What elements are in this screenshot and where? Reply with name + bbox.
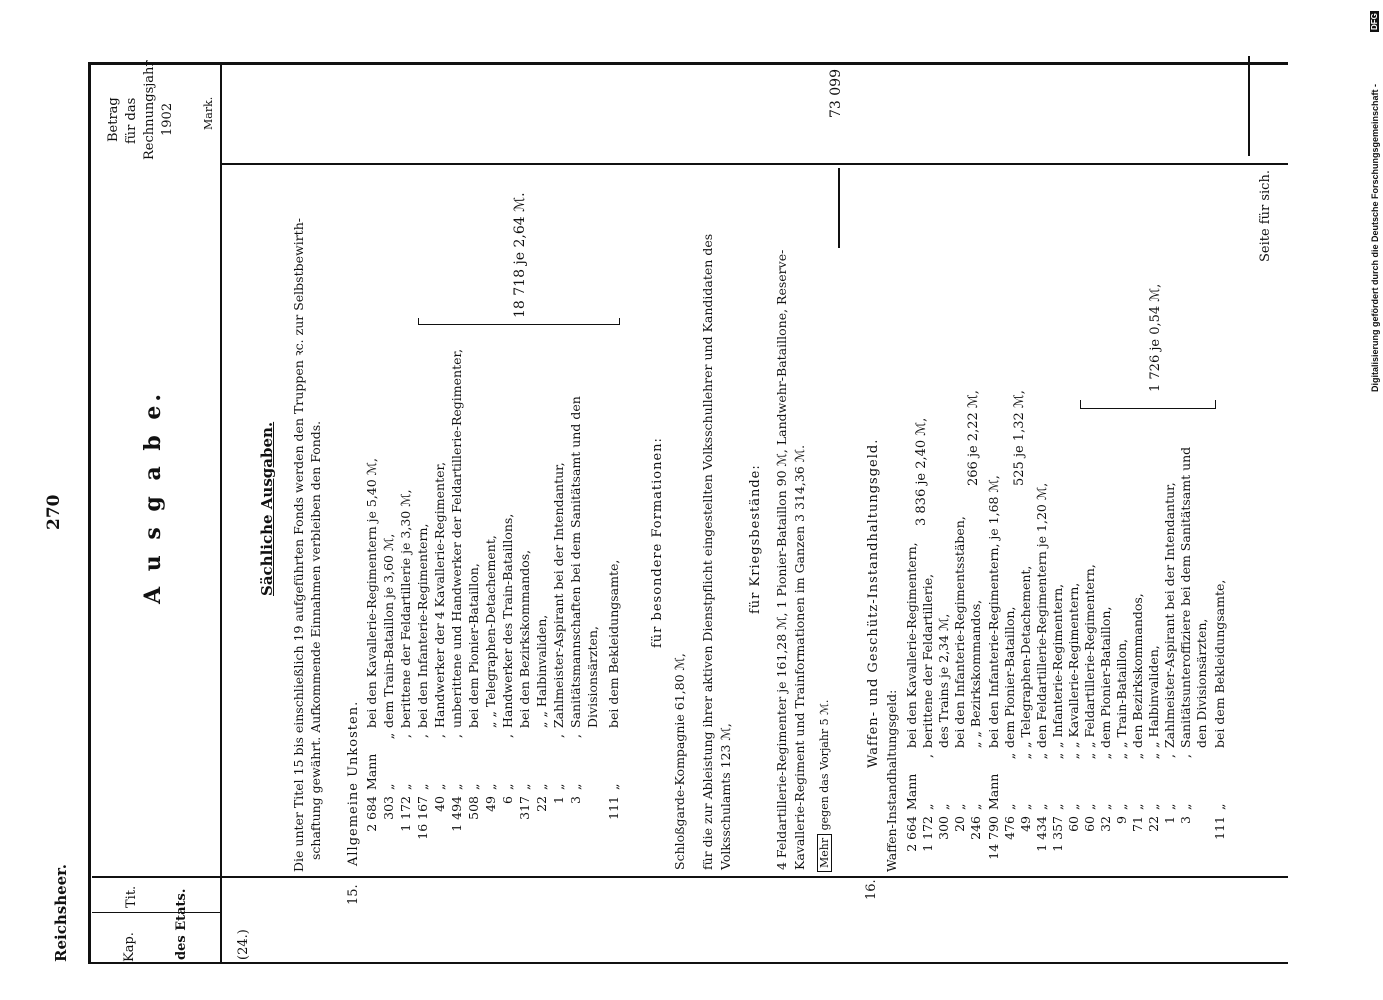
table-row: 49 „ „ „ Telegraphen-Detachement, <box>483 535 498 812</box>
table-row: 3 „ , Sanitätsunteroffiziere bei dem Sanitätsamt und <box>1178 446 1193 824</box>
table-row: 303 „ „ dem Train-Bataillon je 3,60 ℳ, <box>381 533 396 820</box>
column-kap: Kap. <box>122 932 137 962</box>
table-row: 317 „ bei den Bezirkskommandos, <box>517 549 532 820</box>
tit16-big-brace: 1 726 je 0,54 ℳ, <box>1148 283 1163 392</box>
table-row: 300 „ des Trains je 2,34 ℳ, <box>936 613 951 840</box>
table-row: 22 „ „ „ Halbinvaliden, <box>1146 645 1161 832</box>
betrag-header-2: für das <box>124 97 139 144</box>
table-row: 246 „ „ „ Bezirkskommandos, <box>968 599 983 840</box>
table-row: 40 „ , Handwerker der 4 Kavallerie-Regimenter, <box>432 461 447 812</box>
frame-bottom-line <box>88 962 1288 964</box>
dfg-logo: DFG <box>1370 13 1379 30</box>
schlossgarde-line: Schloßgarde-Kompagnie 61,80 ℳ, <box>672 653 687 870</box>
section-title: Reichsheer. <box>52 864 70 962</box>
betrag-header-4: 1902 <box>160 102 175 136</box>
tit16-heading: Waffen- und Geschütz-Instandhaltungsgeld. <box>866 438 881 768</box>
table-row: 476 „ „ dem Pionier-Bataillon, <box>1002 606 1017 840</box>
tit15-number: 15. <box>346 884 361 905</box>
footer-note: Seite für sich. <box>1258 170 1273 262</box>
tit15-amount: 73 099 <box>828 69 844 118</box>
table-row: 6 „ , Handwerker des Train-Bataillons, <box>500 513 515 804</box>
frame-left-line <box>88 62 91 964</box>
table-row: 60 „ „ „ Kavallerie-Regimentern, <box>1066 582 1081 832</box>
mehr-text: gegen das Vorjahr 5 ℳ. <box>818 699 831 831</box>
table-row: 71 „ „ den Bezirkskommandos, <box>1130 593 1145 832</box>
tit15-heading: Allgemeine Unkosten. <box>346 700 361 866</box>
table-row: 22 „ „ „ Halbinvaliden, <box>534 614 549 812</box>
brace-tit16 <box>1080 400 1216 409</box>
table-row: 49 „ „ „ Telegraphen-Detachement, <box>1018 565 1033 832</box>
page-title: A u s g a b e. <box>140 389 166 604</box>
table-row: den Divisionsärzten, <box>1194 618 1209 748</box>
mark-header: Mark. <box>202 96 215 130</box>
amount-underline <box>838 168 840 248</box>
tit16-group-1: 3 836 je 2,40 ℳ, <box>914 417 929 526</box>
table-row: 111 „ bei dem Bekleidungsamte, <box>606 559 621 820</box>
betrag-header-1: Betrag <box>106 97 121 142</box>
column-divider-kap <box>220 62 222 964</box>
column-divider-kap-tit <box>92 912 222 913</box>
tit16-group-2: 266 je 2,22 ℳ, <box>966 390 981 486</box>
table-row: Divisionsärzten, <box>585 626 600 728</box>
table-row: 111 „ bei dem Bekleidungsamte, <box>1212 579 1227 840</box>
table-row: 3 „ , Sanitätsmannschaften bei dem Sanitätsamt und den <box>568 396 583 804</box>
table-row: 9 „ „ „ Train-Bataillon, <box>1114 638 1129 824</box>
formationen-heading: für besondere Formationen: <box>650 437 665 648</box>
column-etats: des Etats. <box>174 888 189 960</box>
kapitel-number: (24.) <box>236 929 251 960</box>
volksschul-line-2: Volksschulamts 123 ℳ, <box>718 723 733 870</box>
column-tit: Tit. <box>124 885 139 908</box>
tit15-brace-total: 18 718 je 2,64 ℳ. <box>512 192 528 318</box>
mehr-label: Mehr <box>817 834 832 872</box>
sidebar-credit: Digitalisierung gefördert durch die Deutsche Forschungsgemeinschaft - <box>1370 83 1380 392</box>
kriegs-heading: für Kriegsbestände: <box>748 464 763 614</box>
betrag-header-3: Rechnungsjahr <box>142 60 157 160</box>
table-row: 1 „ , Zahlmeister-Aspirant bei der Intendantur, <box>551 462 566 804</box>
column-divider-header <box>92 876 1288 878</box>
table-row: 508 „ bei dem Pionier-Bataillon, <box>466 563 481 820</box>
table-row: 1 494 „ , unberittene und Handwerker der Feldartillerie-Regimenter, <box>449 348 464 832</box>
brace-tit15 <box>418 318 620 325</box>
intro-heading: Sächliche Ausgaben. <box>258 421 276 596</box>
table-row: 2 684 Mann bei den Kavallerie-Regimentern je 5,40 ℳ, <box>364 457 379 832</box>
table-row: 2 664 Mann bei den Kavallerie-Regimentern, <box>904 542 919 852</box>
table-row: 20 „ bei den Infanterie-Regimentsstäben, <box>952 516 967 832</box>
tit16-number: 16. <box>864 879 879 900</box>
mehr-box <box>818 700 831 872</box>
tit16-subheading: Waffen-Instandhaltungsgeld: <box>884 689 899 872</box>
table-row: 1 172 „ , berittene der Feldartillerie je 3,30 ℳ, <box>398 489 413 832</box>
table-row: 32 „ „ dem Pionier-Bataillon, <box>1098 606 1113 832</box>
volksschul-line-1: für die zur Ableistung ihrer aktiven Dienstpflicht eingestellten Volksschullehrer und Kandidaten des <box>700 233 715 870</box>
kriegs-line-1: 4 Feldartillerie-Regimenter je 161,28 ℳ, 1 Pionier-Bataillon 90 ℳ, Landwehr-Bataillone, Reserve- <box>774 249 789 870</box>
tit16-group-3: 525 je 1,32 ℳ, <box>1012 390 1027 486</box>
table-row: 1 172 „ , berittene der Feldartillerie, <box>920 573 935 852</box>
table-row: 1 434 „ „ den Feldartillerie-Regimentern je 1,20 ℳ, <box>1034 482 1049 852</box>
table-row: 1 357 „ „ „ Infanterie-Regimentern, <box>1050 583 1065 852</box>
intro-line-1: Die unter Titel 15 bis einschließlich 19 aufgeführten Fonds werden den Truppen ꝛc. zur Selbstbewirth- <box>291 218 306 872</box>
frame-top-line <box>88 62 1288 65</box>
intro-line-2: schaftung gewährt. Aufkommende Einnahmen verbleiben den Fonds. <box>308 420 323 860</box>
table-row: 16 167 „ , bei den Infanterie-Regimentern, <box>415 523 430 840</box>
column-divider-betrag <box>220 163 1288 165</box>
table-row: 14 790 Mann bei den Infanterie-Regimentern, je 1,68 ℳ, <box>986 475 1001 860</box>
table-row: 60 „ „ „ Feldartillerie-Regimentern, <box>1082 564 1097 832</box>
page-number: 270 <box>44 494 64 530</box>
table-row: 1 „ , Zahlmeister-Aspirant bei der Intendantur, <box>1162 482 1177 824</box>
right-border-line <box>1248 56 1250 156</box>
kriegs-line-2: Kavallerie-Regiment und Trainformationen im Ganzen 3 314,36 ℳ. <box>792 444 807 870</box>
